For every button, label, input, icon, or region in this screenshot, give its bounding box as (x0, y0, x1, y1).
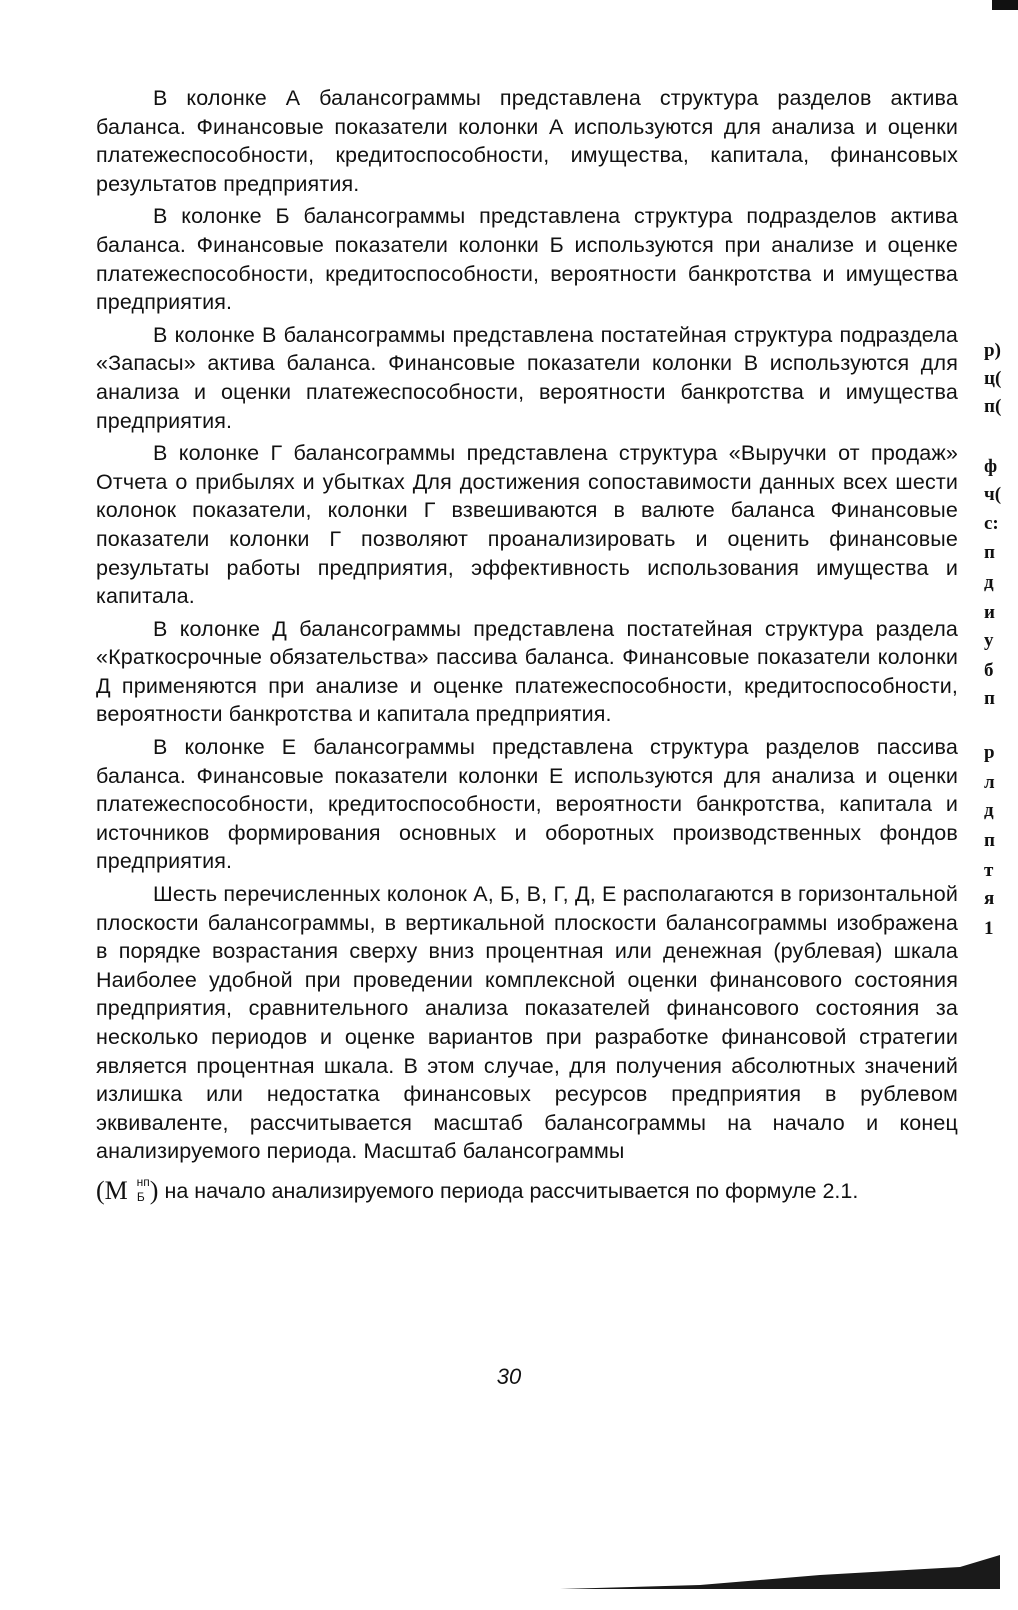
formula-superscript: нп (136, 1174, 150, 1189)
paragraph-six-columns: Шесть перечисленных колонок А, Б, В, Г, Д, Е располагаются в горизонтальной плоскости балансограммы, в вертикальной плоскости балансограммы изображена в порядке возрастания сверху вниз процентная или денежная (рублевая) шкала Наиболее удобной при проведении комплексной оценки финансового состояния предприятия, сравнительного анализа показателей финансового состояния за несколько периодов и оценке вариантов при разработке финансовой стратегии является процентная шкала. В этом случае, для получения абсолютных значений излишка или недостатка финансовых ресурсов предприятия в рублевом эквиваленте, рассчитывается масштаб балансограммы на начало и конец анализируемого периода. Масштаб балансограммы (96, 882, 958, 1164)
margin-fragment: п (984, 688, 995, 709)
paragraph-column-d: В колонке Д балансограммы представлена постатейная структура раздела «Краткосрочные обязательства» пассива баланса. Финансовые показатели колонки Д применяются при анализе и оценке платежеспособности, кредитоспособности, вероятности банкротства и капитала предприятия. (96, 616, 958, 727)
margin-fragment: с: (984, 513, 999, 534)
page-number: 30 (496, 1364, 522, 1389)
paragraph-column-e: В колонке Е балансограммы представлена структура разделов пассива баланса. Финансовые показатели колонки Е используются для анализа и оценки платежеспособности, кредитоспособности, вероятности банкротства, капитала и источников формирования основных и оборотных производственных фондов предприятия. (96, 735, 958, 874)
margin-fragment: п (984, 830, 995, 851)
margin-fragment: р) (984, 340, 1001, 361)
margin-fragment: б (984, 660, 994, 681)
scan-smudge (560, 1555, 1000, 1589)
paragraph-column-g: В колонке Г балансограммы представлена структура «Выручки от продаж» Отчета о прибылях и убытках Для достижения сопоставимости данных всех шести колонок показатели, колонки Г взвешиваются в валюте баланса Финансовые показатели колонки Г позволяют проанализировать и оценить финансовые результаты работы предприятия, эффективность использования имущества и капитала. (96, 441, 958, 609)
margin-fragment: п( (984, 396, 1002, 417)
margin-fragment: я (984, 888, 995, 909)
body-text (96, 84, 958, 1206)
formula-close-paren: ) (149, 1175, 159, 1205)
margin-fragment: п (984, 542, 995, 563)
paragraph-column-v: В колонке В балансограммы представлена постатейная структура подраздела «Запасы» актива баланса. Финансовые показатели колонки В используются для анализа и оценки платежеспособности, вероятности банкротства и имущества предприятия. (96, 322, 958, 433)
paragraph-column-b: В колонке Б балансограммы представлена структура подразделов актива баланса. Финансовые показатели колонки Б используются при анализе и оценке платежеспособности, кредитоспособности, вероятности банкротства и имущества предприятия. (96, 204, 958, 315)
margin-fragment: у (984, 630, 994, 651)
margin-fragment: р (984, 742, 995, 763)
margin-fragment: ф (984, 456, 998, 477)
paragraph-column-a: В колонке А балансограммы представлена структура разделов актива баланса. Финансовые показатели колонки А используются для анализа и оценки платежеспособности, кредитоспособности, имущества, капитала, финансовых результатов предприятия. (96, 86, 958, 196)
margin-fragment: д (984, 800, 994, 821)
margin-fragment: 1 (984, 918, 994, 939)
formula-symbol (96, 1176, 158, 1206)
margin-fragment: л (984, 772, 995, 793)
formula-subscript: Б (136, 1189, 145, 1204)
margin-fragment: ч( (984, 484, 1002, 505)
formula-base (105, 1176, 150, 1206)
margin-fragment: ц( (984, 368, 1002, 389)
formula-open-paren: ( (96, 1175, 105, 1205)
margin-fragment: д (984, 572, 994, 593)
margin-fragment: т (984, 860, 994, 881)
margin-fragment: и (984, 602, 995, 623)
formula-line (96, 1176, 958, 1206)
formula-base-letter: M (104, 1175, 128, 1205)
formula-text: на начало анализируемого периода рассчитывается по формуле 2.1. (164, 1178, 859, 1203)
scan-corner-mark (992, 0, 1018, 10)
